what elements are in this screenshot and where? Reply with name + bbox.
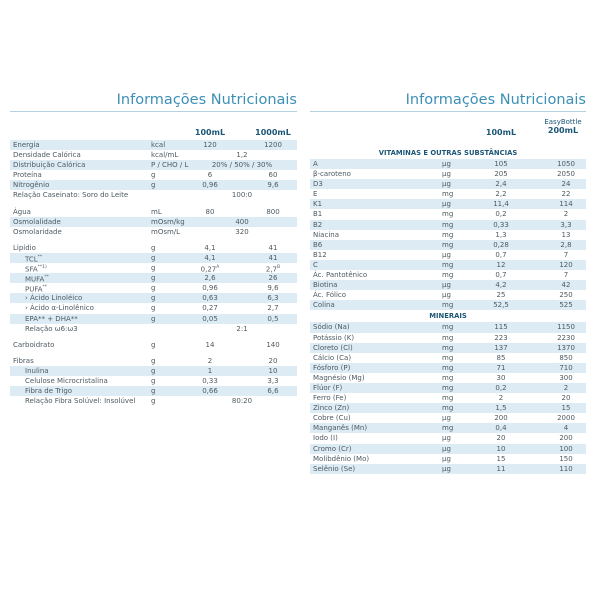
table-row <box>10 170 297 180</box>
value-100ml: $0,27^A$ <box>200 265 220 274</box>
footnote-marker: ** <box>44 275 49 281</box>
value-1000ml: 20 <box>268 356 278 365</box>
nutrient-unit: g <box>151 264 156 273</box>
table-row <box>10 217 297 227</box>
value-100ml: 205 <box>494 170 508 179</box>
table-row <box>310 189 586 199</box>
value-200ml: 7 <box>563 271 569 280</box>
nutrient-unit: mg <box>442 323 454 332</box>
nutrient-value-combined: 400 <box>235 217 249 226</box>
value-200ml: 2000 <box>557 414 575 423</box>
nutrient-name: Celulose Microcristalina <box>25 376 108 385</box>
nutrient-unit: mL <box>151 207 162 216</box>
value-100ml: 137 <box>494 343 508 352</box>
left-nutrition-table <box>10 140 297 406</box>
value-200ml: 300 <box>559 373 573 382</box>
nutrient-unit: µg <box>442 200 451 209</box>
value-200ml: 2,8 <box>560 240 572 249</box>
table-row <box>310 393 586 403</box>
nutrient-name: B2 <box>313 220 323 229</box>
value-1000ml: 6,3 <box>267 294 279 303</box>
nutrient-unit: mg <box>442 240 454 249</box>
nutrient-name: Fibras <box>13 356 34 365</box>
nutrient-unit: mg <box>442 271 454 280</box>
left-nutrition-panel <box>10 0 297 600</box>
table-row <box>310 353 586 363</box>
value-100ml: 1,3 <box>495 230 507 239</box>
value-100ml: 2,4 <box>495 180 507 189</box>
nutrient-unit: µg <box>442 444 451 453</box>
nutrient-name: Cálcio (Ca) <box>313 353 352 362</box>
nutrient-name: A <box>313 160 318 168</box>
value-100ml: 20 <box>496 434 506 443</box>
table-row <box>310 383 586 393</box>
nutrient-unit: mg <box>442 301 454 310</box>
table-row <box>10 303 297 313</box>
table-row <box>310 433 586 443</box>
table-row <box>310 454 586 464</box>
nutrient-unit: mOsm/kg <box>151 217 185 226</box>
nutrient-unit: mg <box>442 404 454 413</box>
value-100ml: 0,63 <box>202 294 218 303</box>
right-title-rule <box>310 111 586 112</box>
nutrient-name: K1 <box>313 200 323 209</box>
nutrient-unit: mg <box>442 210 454 219</box>
table-row <box>10 190 297 200</box>
nutrient-name: Distribuição Calórica <box>13 161 86 170</box>
section-heading: VITAMINAS E OUTRAS SUBSTÂNCIAS <box>378 149 518 157</box>
table-row <box>310 373 586 383</box>
value-100ml: 0,05 <box>202 314 218 323</box>
table-row <box>310 290 586 300</box>
value-100ml: 14 <box>205 340 215 349</box>
table-row <box>10 253 297 263</box>
nutrient-unit: g <box>151 376 156 385</box>
nutrient-name: Proteína <box>13 171 42 180</box>
table-row <box>310 230 586 240</box>
value-1000ml: 41 <box>268 253 278 262</box>
value-1000ml: 800 <box>266 207 280 216</box>
nutrient-name: PUFA** <box>25 285 48 294</box>
table-row <box>310 220 586 230</box>
value-100ml: 0,28 <box>493 240 509 249</box>
value-100ml: 0,2 <box>495 210 507 219</box>
nutrient-unit: µg <box>442 454 451 463</box>
nutrient-name: D3 <box>313 180 323 189</box>
right-col-easybottle-label: EasyBottle <box>544 118 582 126</box>
table-row <box>310 280 586 290</box>
nutrient-unit: mg <box>442 220 454 229</box>
nutrient-name: EPA** + DHA** <box>25 314 78 323</box>
value-200ml: 110 <box>559 464 573 473</box>
nutrient-unit: mg <box>442 190 454 199</box>
value-200ml: 22 <box>561 190 571 199</box>
value-100ml: 2 <box>207 356 213 365</box>
nutrient-unit: P / CHO / L <box>151 161 189 170</box>
nutrient-unit: mg <box>442 424 454 433</box>
nutrient-unit: g <box>151 356 156 365</box>
left-col-100ml-header: 100mL <box>194 128 226 137</box>
table-row <box>310 169 586 179</box>
table-row <box>310 333 586 343</box>
nutrient-name: Biotina <box>313 281 338 290</box>
nutrient-name: Colina <box>313 301 335 310</box>
value-200ml: 2050 <box>557 170 575 179</box>
nutrient-unit: mg <box>442 383 454 392</box>
nutrient-unit: mg <box>442 343 454 352</box>
table-row <box>10 273 297 283</box>
section-heading: MINERAIS <box>429 312 467 321</box>
value-1000ml: $2,7^B$ <box>265 265 281 274</box>
value-1000ml: 60 <box>268 171 278 180</box>
nutrient-name: B1 <box>313 210 323 219</box>
value-100ml: 0,96 <box>202 181 218 190</box>
nutrient-name: B6 <box>313 240 323 249</box>
value-100ml: 52,5 <box>493 301 509 310</box>
nutrient-unit: g <box>151 340 156 349</box>
nutrient-name: Nitrogênio <box>13 181 50 190</box>
value-100ml: 0,33 <box>493 220 509 229</box>
nutrient-unit: µg <box>442 250 451 259</box>
table-row <box>310 322 586 332</box>
value-200ml: 1150 <box>557 323 575 332</box>
value-1000ml: 10 <box>268 366 278 375</box>
table-row <box>310 464 586 474</box>
table-row <box>10 207 297 217</box>
value-100ml: 0,7 <box>495 271 507 280</box>
footnote-marker: ** <box>42 285 48 291</box>
value-200ml: 2 <box>563 383 569 392</box>
value-200ml: 114 <box>559 200 573 209</box>
value-100ml: 4,2 <box>495 281 507 290</box>
value-1000ml: 6,6 <box>267 387 279 396</box>
nutrient-unit: mg <box>442 260 454 269</box>
table-row <box>10 293 297 303</box>
table-row <box>310 260 586 270</box>
nutrient-unit: g <box>151 284 156 293</box>
value-100ml: 0,96 <box>202 284 218 293</box>
nutrient-name: › Ácido α-Linolênico <box>25 304 94 313</box>
nutrient-unit: mg <box>442 363 454 372</box>
nutrient-unit: g <box>151 314 156 323</box>
value-100ml: 2,6 <box>204 274 216 283</box>
nutrient-unit: g <box>151 181 156 190</box>
nutrient-name: Relação Fibra Solúvel: Insolúvel <box>25 397 136 406</box>
table-row <box>310 444 586 454</box>
value-200ml: 100 <box>559 444 573 453</box>
value-100ml: 105 <box>494 160 508 168</box>
nutrient-name: Energia <box>13 141 40 149</box>
value-100ml: 11,4 <box>493 200 509 209</box>
table-row <box>10 396 297 406</box>
value-100ml: 11 <box>496 464 506 473</box>
nutrient-unit: g <box>151 294 156 303</box>
value-200ml: 850 <box>559 353 573 362</box>
nutrient-name: Relação Caseinato: Soro do Leite <box>13 191 129 200</box>
value-1000ml: 41 <box>268 243 278 252</box>
nutrient-unit: µg <box>442 281 451 290</box>
nutrient-value-combined: 80:20 <box>231 397 253 406</box>
table-row <box>310 209 586 219</box>
nutrient-unit: µg <box>442 291 451 300</box>
value-100ml: 0,27 <box>202 304 218 313</box>
nutrient-name: › Ácido Linoléico <box>25 294 83 303</box>
left-title-rule <box>10 111 297 112</box>
nutrient-name: Cromo (Cr) <box>313 444 352 453</box>
nutrient-unit: µg <box>442 170 451 179</box>
nutrient-unit: g <box>151 253 156 262</box>
nutrient-unit: g <box>151 171 156 180</box>
nutrient-name: Osmolalidade <box>13 217 61 226</box>
table-row <box>10 356 297 366</box>
nutrient-name: Lipídio <box>13 243 36 252</box>
nutrient-name: C <box>313 260 318 269</box>
value-200ml: 120 <box>559 260 573 269</box>
nutrient-unit: mg <box>442 373 454 382</box>
footnote-marker: ** <box>37 254 43 260</box>
value-1000ml: 1200 <box>264 141 282 149</box>
nutrient-name: Ác. Pantotênico <box>313 271 368 280</box>
nutrient-name: Iodo (I) <box>313 434 338 443</box>
nutrient-name: E <box>313 190 318 199</box>
table-row <box>10 243 297 253</box>
table-row <box>10 283 297 293</box>
nutrient-name: Magnésio (Mg) <box>313 373 365 382</box>
value-1000ml: 2,7 <box>267 304 279 313</box>
table-row <box>310 403 586 413</box>
nutrient-name: Cloreto (Cl) <box>313 343 353 352</box>
value-200ml: 1370 <box>557 343 575 352</box>
value-100ml: 1,5 <box>495 404 507 413</box>
value-200ml: 4 <box>563 424 569 433</box>
nutrient-value-combined: 320 <box>235 227 249 236</box>
nutrient-unit: µg <box>442 464 451 473</box>
value-100ml: 4,1 <box>204 243 216 252</box>
right-col-100ml-header: 100mL <box>485 128 517 137</box>
nutrient-unit: µg <box>442 434 451 443</box>
value-200ml: 250 <box>559 291 573 300</box>
value-100ml: 0,7 <box>495 250 507 259</box>
table-row <box>10 314 297 324</box>
value-100ml: 0,2 <box>495 383 507 392</box>
nutrient-name: Relação ω6:ω3 <box>25 324 78 333</box>
table-row <box>10 376 297 386</box>
table-row <box>310 270 586 280</box>
nutrient-name: Potássio (K) <box>313 333 355 342</box>
value-100ml: 85 <box>496 353 506 362</box>
value-100ml: 4,1 <box>204 253 216 262</box>
nutrient-name: Carboidrato <box>13 340 55 349</box>
value-200ml: 2230 <box>557 333 575 342</box>
nutrient-name: Fósforo (P) <box>313 363 351 372</box>
table-row <box>10 150 297 160</box>
nutrient-name: β-caroteno <box>313 170 351 179</box>
table-row <box>10 140 297 150</box>
right-nutrition-panel <box>310 0 586 600</box>
nutrient-value-combined: 100:0 <box>231 191 253 200</box>
value-100ml: 80 <box>205 207 215 216</box>
value-100ml: 15 <box>496 454 506 463</box>
table-row <box>310 300 586 310</box>
value-200ml: 710 <box>559 363 573 372</box>
nutrient-unit: mg <box>442 353 454 362</box>
nutrient-unit: g <box>151 304 156 313</box>
value-100ml: 12 <box>496 260 506 269</box>
nutrient-name: Flúor (F) <box>313 383 343 392</box>
table-row <box>10 263 297 273</box>
nutrient-unit: g <box>151 366 156 375</box>
table-row <box>10 340 297 350</box>
nutrient-unit: kcal/mL <box>151 151 179 160</box>
table-row <box>10 366 297 376</box>
nutrient-name: Sódio (Na) <box>313 323 350 332</box>
table-row <box>310 343 586 353</box>
nutrient-name: Niacina <box>313 230 339 239</box>
nutrient-unit: g <box>151 387 156 396</box>
nutrient-unit: kcal <box>151 141 166 149</box>
table-row <box>10 386 297 396</box>
value-200ml: 7 <box>563 250 569 259</box>
nutrient-value-combined: 1,2 <box>236 151 248 160</box>
table-row <box>310 423 586 433</box>
table-row <box>10 324 297 334</box>
nutrient-unit: µg <box>442 414 451 423</box>
nutrient-name: Osmolaridade <box>13 227 62 236</box>
value-1000ml: 26 <box>268 274 278 283</box>
right-panel-title: Informações Nutricionais <box>405 92 586 108</box>
nutrient-name: Manganês (Mn) <box>313 424 368 433</box>
nutrient-name: Inulina <box>25 366 49 375</box>
nutrient-name: Densidade Calórica <box>13 151 81 160</box>
nutrient-unit: mOsm/L <box>151 227 181 236</box>
right-col-200ml-header: 200mL <box>547 126 579 135</box>
value-100ml: 25 <box>496 291 506 300</box>
footnote-marker: **1) <box>37 265 47 271</box>
value-1000ml: 140 <box>266 340 280 349</box>
table-row <box>310 179 586 189</box>
value-100ml: 71 <box>496 363 506 372</box>
value-100ml: 120 <box>203 141 217 149</box>
nutrient-name: B12 <box>313 250 327 259</box>
table-row <box>10 160 297 170</box>
nutrient-unit: mg <box>442 333 454 342</box>
value-200ml: 15 <box>561 404 571 413</box>
value-100ml: 2 <box>498 394 504 403</box>
footnote-marker: A <box>216 265 220 271</box>
table-row <box>310 413 586 423</box>
value-200ml: 3,3 <box>560 220 572 229</box>
nutrient-value-combined: 20% / 50% / 30% <box>211 161 273 170</box>
table-row <box>310 199 586 209</box>
value-100ml: 6 <box>207 171 213 180</box>
value-100ml: 223 <box>494 333 508 342</box>
nutrient-name: Ác. Fólico <box>313 291 347 300</box>
table-row <box>10 227 297 237</box>
value-100ml: 10 <box>496 444 506 453</box>
right-nutrition-table <box>310 147 586 474</box>
left-col-1000ml-header: 1000mL <box>255 128 291 137</box>
value-100ml: 1 <box>207 366 213 375</box>
value-200ml: 20 <box>561 394 571 403</box>
left-panel-title: Informações Nutricionais <box>116 92 297 108</box>
value-100ml: 30 <box>496 373 506 382</box>
nutrient-name: Molibdênio (Mo) <box>313 454 370 463</box>
table-row <box>10 180 297 190</box>
nutrient-unit: mg <box>442 230 454 239</box>
nutrient-name: TCL** <box>25 254 43 264</box>
nutrient-name: Água <box>13 207 31 216</box>
value-1000ml: 3,3 <box>267 376 279 385</box>
value-200ml: 1050 <box>557 160 575 168</box>
value-200ml: 24 <box>561 180 571 189</box>
value-200ml: 2 <box>563 210 569 219</box>
nutrient-name: SFA$^{**1)}$ <box>25 265 47 274</box>
value-200ml: 525 <box>559 301 573 310</box>
value-200ml: 42 <box>561 281 571 290</box>
nutrient-unit: µg <box>442 180 451 189</box>
value-100ml: 0,33 <box>202 376 218 385</box>
value-100ml: 0,4 <box>495 424 507 433</box>
nutrient-unit: mg <box>442 394 454 403</box>
value-200ml: 150 <box>559 454 573 463</box>
value-1000ml: 9,6 <box>267 284 279 293</box>
value-1000ml: 0,5 <box>267 314 279 323</box>
nutrient-unit: g <box>151 397 156 406</box>
nutrient-name: MUFA** <box>25 275 49 284</box>
nutrient-name: Cobre (Cu) <box>313 414 351 423</box>
nutrient-name: Selênio (Se) <box>313 464 356 473</box>
nutrient-name: Fibra de Trigo <box>25 387 73 396</box>
footnote-marker: B <box>277 265 281 271</box>
value-1000ml: 9,6 <box>267 181 279 190</box>
value-100ml: 0,66 <box>202 387 218 396</box>
value-100ml: 200 <box>494 414 508 423</box>
value-200ml: 200 <box>559 434 573 443</box>
nutrient-unit: µg <box>442 160 451 168</box>
table-row <box>310 240 586 250</box>
value-100ml: 115 <box>494 323 508 332</box>
nutrient-name: Zinco (Zn) <box>313 404 350 413</box>
nutrient-unit: g <box>151 243 156 252</box>
table-row <box>310 159 586 169</box>
table-row <box>310 250 586 260</box>
nutrient-value-combined: 2:1 <box>236 324 248 333</box>
value-100ml: 2,2 <box>495 190 507 199</box>
value-200ml: 13 <box>561 230 571 239</box>
table-row <box>310 363 586 373</box>
nutrient-unit: g <box>151 274 156 283</box>
nutrient-name: Ferro (Fe) <box>313 394 347 403</box>
